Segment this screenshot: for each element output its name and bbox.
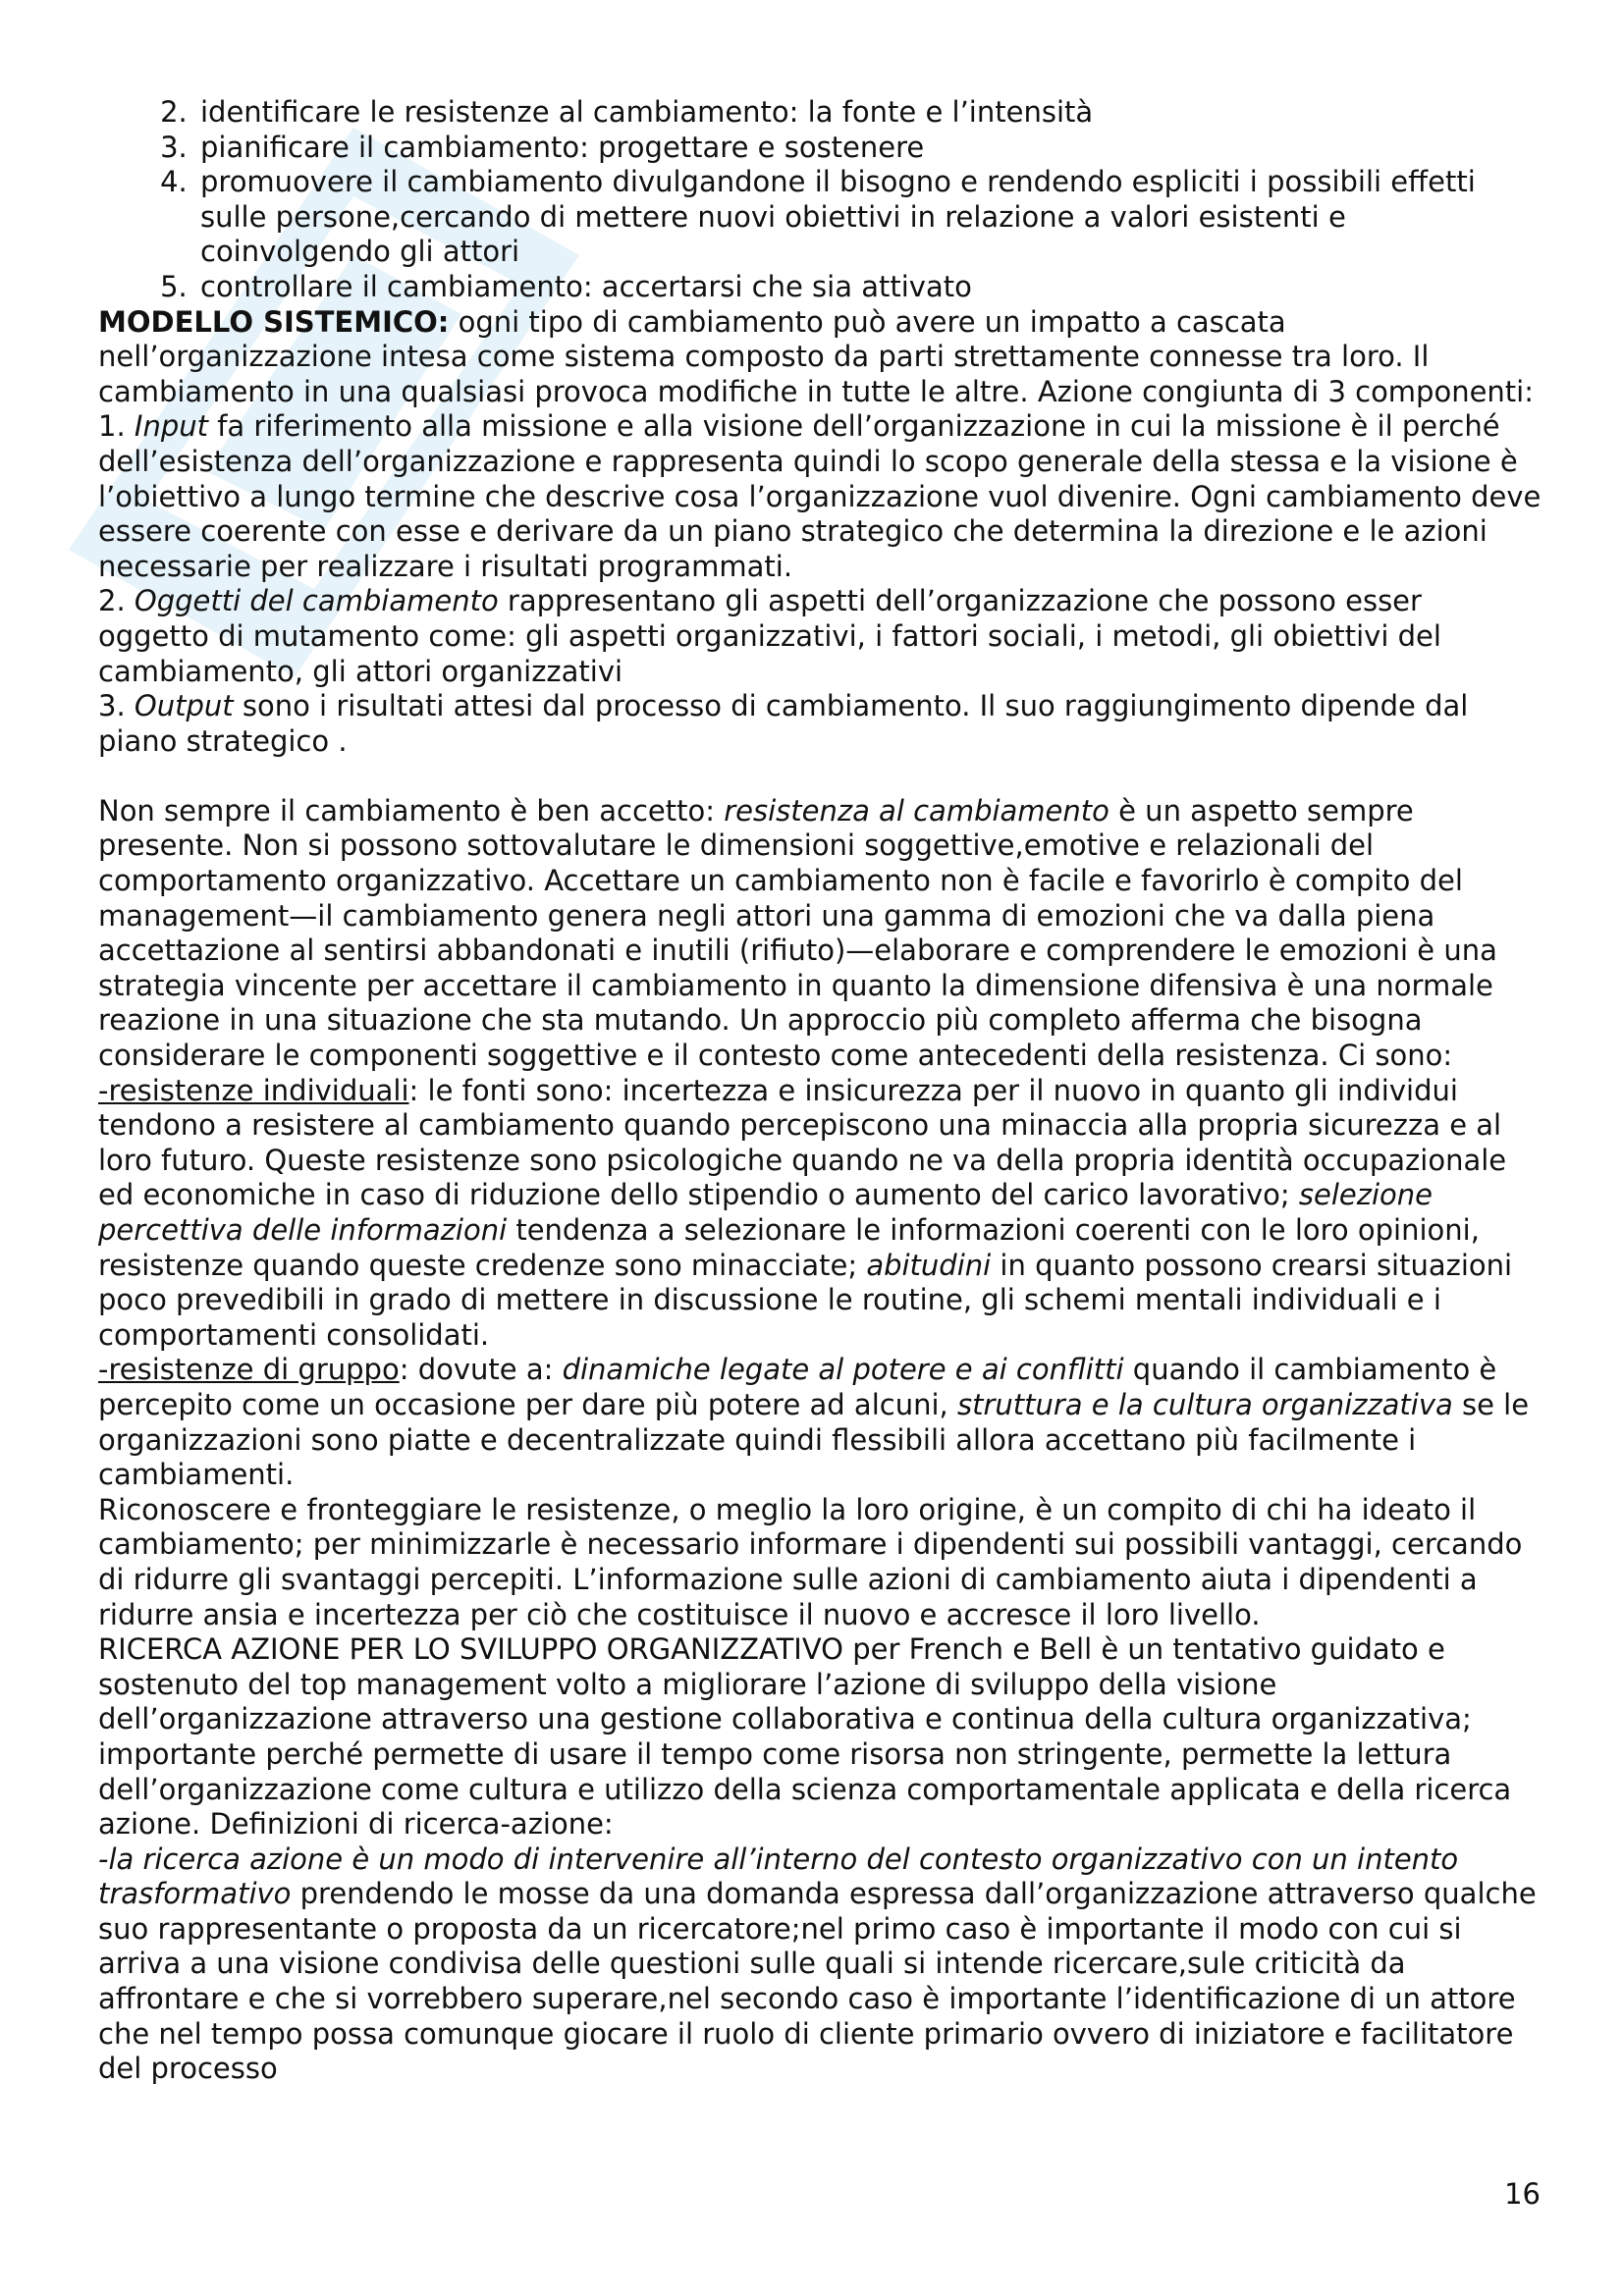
key-term: struttura e la cultura organizzativa bbox=[956, 1387, 1453, 1421]
component-term: Oggetti del cambiamento bbox=[134, 584, 499, 618]
key-term: -la ricerca azione è un modo di intervenire all’interno del contesto organizzativo con un intento trasformativo bbox=[98, 1842, 1459, 1911]
paragraph-text: Non sempre il cambiamento è ben accetto: bbox=[98, 793, 725, 828]
component-number: 3. bbox=[98, 689, 135, 723]
component-term: Input bbox=[134, 409, 208, 444]
subsection-label: -resistenze di gruppo bbox=[98, 1353, 400, 1387]
component-oggetti bbox=[98, 584, 1542, 689]
list-item: 5. controllare il cambiamento: accertarsi che sia attivato bbox=[196, 270, 1542, 305]
paragraph-text: quando il cambiamento è percepito come un occasione per dare più potere ad alcuni, bbox=[98, 1353, 1497, 1421]
subsection-label: -resistenze individuali bbox=[98, 1073, 409, 1107]
resistenze-gruppo-paragraph bbox=[98, 1353, 1542, 1492]
key-term: dinamiche legate al potere e ai conflitti bbox=[562, 1353, 1124, 1387]
paragraph-text: : le fonti sono: incertezza e insicurezza per il nuovo in quanto gli individui tendono a resistere al cambiamento quando percepiscono una minaccia alla propria sicurezza e al loro futuro. Queste resistenze sono psicologiche quando ne va della propria identità occupazionale ed economiche in caso di riduzione dello stipendio o aumento del carico lavorativo; bbox=[98, 1073, 1507, 1212]
component-text: rappresentano gli aspetti dell’organizzazione che possono esser oggetto di mutamento come: gli aspetti organizzativi, i fattori sociali, i metodi, gli obiettivi del cambiamento, gli attori organizzativi bbox=[98, 584, 1441, 688]
key-term: abitudini bbox=[866, 1248, 992, 1282]
paragraph-gap bbox=[98, 759, 1542, 794]
steps-list bbox=[98, 95, 1542, 305]
list-item: 3. pianificare il cambiamento: progettare e sostenere bbox=[196, 131, 1542, 166]
component-input bbox=[98, 409, 1542, 584]
component-text: fa riferimento alla missione e alla visione dell’organizzazione in cui la missione è il perché dell’esistenza dell’organizzazione e rappresenta quindi lo scopo generale della stessa e la visione è l’obiettivo a lungo termine che descrive cosa l’organizzazione vuol divenire. Ogni cambiamento deve essere coerente con esse e derivare da un piano strategico che determina la direzione e le azioni necessarie per realizzare i risultati programmati. bbox=[98, 409, 1542, 583]
ricerca-azione-paragraph: RICERCA AZIONE PER LO SVILUPPO ORGANIZZATIVO per French e Bell è un tentativo guidato e sostenuto del top management volto a migliorare l’azione di sviluppo della visione dell’organizzazione attraverso una gestione collaborativa e continua della cultura organizzativa; importante perché permette di usare il tempo come risorsa non stringente, permette la lettura dell’organizzazione come cultura e utilizzo della scienza comportamentale applicata e della ricerca azione. Definizioni di ricerca-azione: bbox=[98, 1632, 1512, 1842]
paragraph-text: è un aspetto sempre presente. Non si possono sottovalutare le dimensioni soggettive,emotive e relazionali del comportamento organizzativo. Accettare un cambiamento non è facile e favorirlo è compito del management—il cambiamento genera negli attori una gamma di emozioni che va dalla piena accettazione al sentirsi abbandonati e inutili (rifiuto)—elaborare e comprendere le emozioni è una strategia vincente per accettare il cambiamento in quanto la dimensione difensiva è una normale reazione in una situazione che sta mutando. Un approccio più completo afferma che bisogna considerare le componenti soggettive e il contesto come antecedenti della resistenza. Ci sono: bbox=[98, 793, 1497, 1073]
list-item: 2. identificare le resistenze al cambiamento: la fonte e l’intensità bbox=[196, 95, 1542, 131]
paragraph-text: : dovute a: bbox=[399, 1353, 563, 1387]
component-output bbox=[98, 689, 1542, 759]
paragraph-text: prendendo le mosse da una domanda espressa dall’organizzazione attraverso qualche suo rappresentante o proposta da un ricercatore;nel primo caso è importante il modo con cui si arriva a una visione condivisa delle questioni sulle quali si intende ricercare,sule criticità da affrontare e che si vorrebbero superare,nel secondo caso è importante l’identificazione di un attore che nel tempo possa comunque giocare il ruolo di cliente primario ovvero di iniziatore e facilitatore del processo bbox=[98, 1877, 1537, 2086]
document-page bbox=[98, 95, 1542, 2087]
resistenza-paragraph bbox=[98, 794, 1542, 1074]
paragraph-text: in quanto possono crearsi situazioni poco prevedibili in grado di mettere in discussione le routine, gli schemi mentali individuali e i comportamenti consolidati. bbox=[98, 1248, 1513, 1352]
key-term: resistenza al cambiamento bbox=[724, 793, 1109, 828]
modello-sistemico-paragraph bbox=[98, 305, 1542, 410]
component-term: Output bbox=[134, 689, 234, 723]
resistenze-individuali-paragraph bbox=[98, 1074, 1542, 1354]
key-term: selezione percettiva delle informazioni bbox=[98, 1178, 1433, 1247]
paragraph-text: se le organizzazioni sono piatte e decentralizzate quindi flessibili allora accettano più facilmente i cambiamenti. bbox=[98, 1387, 1530, 1492]
definizione-paragraph bbox=[98, 1842, 1542, 2087]
component-number: 2. bbox=[98, 584, 135, 618]
riconoscere-paragraph: Riconoscere e fronteggiare le resistenze, o meglio la loro origine, è un compito di chi ha ideato il cambiamento; per minimizzarle è necessario informare i dipendenti sui possibili vantaggi, cercando di ridurre gli svantaggi percepiti. L’informazione sulle azioni di cambiamento aiuta i dipendenti a ridurre ansia e incertezza per ciò che costituisce il nuovo e accresce il loro livello. bbox=[98, 1492, 1523, 1631]
paragraph-text: ogni tipo di cambiamento può avere un impatto a cascata nell’organizzazione intesa come sistema composto da parti strettamente connesse tra loro. Il cambiamento in una qualsiasi provoca modifiche in tutte le altre. Azione congiunta di 3 componenti: bbox=[98, 304, 1535, 408]
paragraph-text: tendenza a selezionare le informazioni coerenti con le loro opinioni, resistenze quando queste credenze sono minacciate; bbox=[98, 1213, 1480, 1282]
section-heading: MODELLO SISTEMICO: bbox=[98, 304, 450, 339]
component-text: sono i risultati attesi dal processo di cambiamento. Il suo raggiungimento dipende dal piano strategico . bbox=[98, 689, 1469, 758]
component-number: 1. bbox=[98, 409, 135, 444]
list-item: 4. promuovere il cambiamento divulgandone il bisogno e rendendo espliciti i possibili effetti sulle persone,cercando di mettere nuovi obiettivi in relazione a valori esistenti e coinvolgendo gli attori bbox=[196, 165, 1542, 270]
page-number: 16 bbox=[1504, 2177, 1541, 2211]
